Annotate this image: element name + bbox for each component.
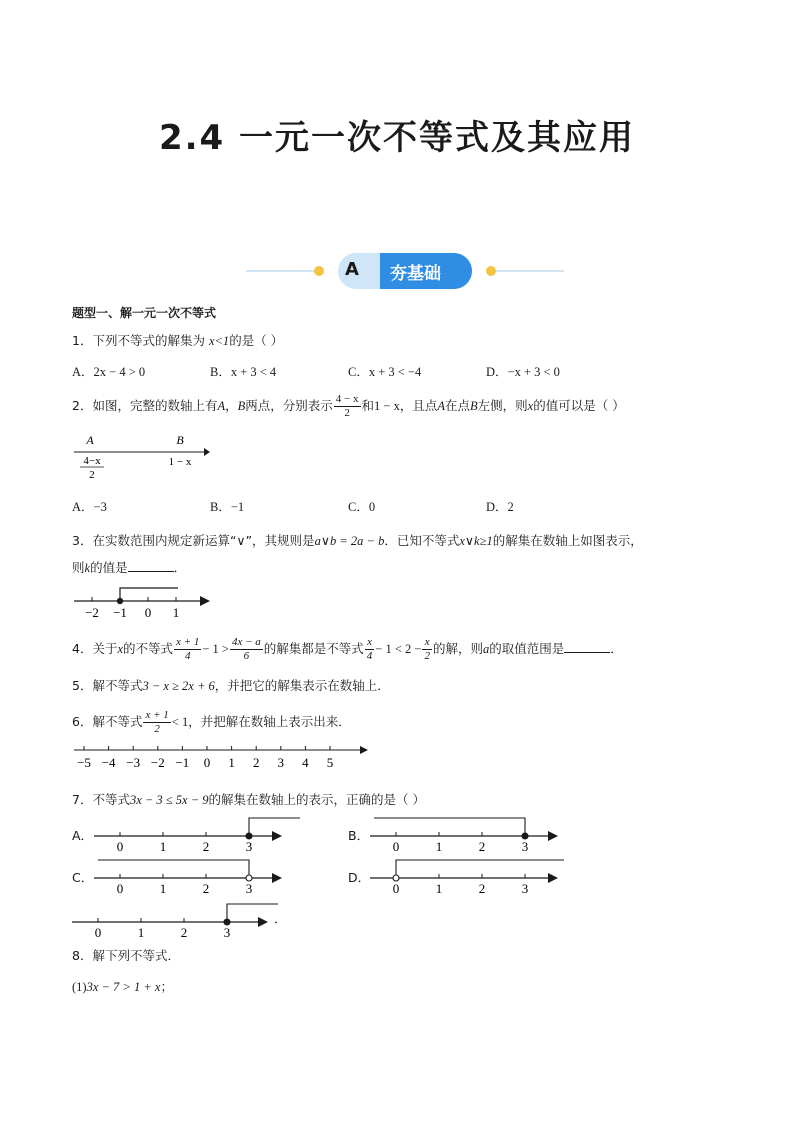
q7-tick-label: 1: [137, 925, 145, 938]
q1-option-b[interactable]: B．x + 3 < 4: [210, 365, 277, 379]
q7-option-d-label[interactable]: D．: [348, 870, 371, 885]
solid-dot: [224, 919, 230, 925]
banner-right-dot: [486, 266, 496, 276]
q3-inequality: x∨k≥1: [459, 534, 493, 548]
q6-tick-label: −5: [77, 755, 91, 770]
q2-axis-frac-den: 2: [89, 469, 95, 481]
q7-tick-label: 2: [478, 881, 486, 894]
q1-text: 1．下列不等式的解集为: [72, 333, 205, 348]
banner-text: 夯基础: [390, 264, 441, 284]
arrow-icon: [204, 448, 210, 456]
q7-tick-label: 2: [202, 881, 210, 894]
arrow-icon: [272, 873, 282, 883]
q7-solution-bracket: [396, 860, 564, 878]
q8-stem: 8．解下列不等式．: [72, 948, 180, 963]
q7-solution-bracket: [227, 904, 278, 922]
q7-tick-label: 2: [478, 839, 486, 852]
q7-number-line-a[interactable]: [92, 812, 304, 852]
q2-option-b[interactable]: B．−1: [210, 500, 245, 514]
q5-stem: 5．解不等式3 − x ≥ 2x + 6，并把它的解集表示在数轴上．: [72, 678, 390, 693]
q8-part1: (1)3x − 7 > 1 + x；: [72, 980, 173, 994]
q6-tick-label: 5: [326, 755, 334, 770]
arrow-icon: [548, 873, 558, 883]
q2-axis-label-a: A: [86, 433, 94, 447]
section-heading: 题型一、解一元一次不等式: [72, 306, 217, 320]
q6-tick-label: −2: [150, 755, 165, 770]
q3-solution-bracket: [120, 588, 178, 601]
q6-tick-label: 2: [252, 755, 260, 770]
q3-tick-label: −1: [113, 605, 127, 620]
q7-stem: 7．不等式3x − 3 ≤ 5x − 9的解集在数轴上的表示，正确的是（ ）: [72, 792, 426, 807]
q7-tick-label: 3: [223, 925, 231, 938]
q7-tick-label: 1: [435, 881, 443, 894]
q2-option-a[interactable]: A．−3: [72, 500, 107, 514]
arrow-icon: [360, 746, 368, 754]
hollow-dot: [393, 875, 399, 881]
hollow-dot: [246, 875, 252, 881]
q1-tail: 的是（ ）: [229, 333, 284, 348]
q7-number-line-extra: [70, 898, 282, 938]
q7-tick-label: 0: [94, 925, 102, 938]
q1-condition: x<1: [208, 334, 230, 348]
q2-axis-frac-num: 4−x: [83, 455, 101, 467]
q3-tick-label: 1: [172, 605, 180, 620]
q2-point-a: A: [217, 399, 226, 413]
q7-number-line-d[interactable]: [368, 854, 568, 894]
q7-tick-label: 0: [392, 839, 400, 852]
q3-stem-line2: 则k的值是 ．: [72, 560, 187, 575]
q6-number-line: [72, 740, 372, 774]
q4-stem: 4．关于x的不等式 $\frac{x + 1}{4}$ − 1 > $\frac{4x - a}{6}$ 的解集都是不等式 $\frac{x}{4}$ − 1 < 2 − $\frac{x}{2}$ 的解，则a的取值范围是 ．: [72, 636, 623, 662]
q3-tick-label: −2: [85, 605, 99, 620]
q7-number-line-b[interactable]: [368, 812, 568, 852]
q7-tick-label: 3: [245, 881, 253, 894]
q7-tick-label: 3: [521, 839, 529, 852]
q7-tick-label: 3: [245, 839, 253, 852]
q7-tick-label: 0: [392, 881, 400, 894]
q6-tick-label: −3: [126, 755, 141, 770]
q7-solution-bracket: [98, 860, 249, 878]
q4-answer-blank[interactable]: [564, 642, 610, 653]
q7-tail: ．: [274, 911, 287, 926]
q3-number-line: [72, 584, 212, 624]
q7-tick-label: 1: [435, 839, 443, 852]
q2-option-d[interactable]: D．2: [486, 500, 514, 514]
banner-left-dot: [314, 266, 324, 276]
arrow-icon: [200, 596, 210, 606]
q6-tick-label: 1: [228, 755, 235, 770]
q2-number-line: [72, 432, 212, 482]
q2-point-b: B: [237, 399, 246, 413]
q6-tick-label: −4: [101, 755, 116, 770]
q3-solid-dot: [117, 598, 123, 604]
q3-stem-line1: 3．在实数范围内规定新运算“∨”，其规则是a∨b = 2a − b．已知不等式x∨k≥1的解集在数轴上如图表示，: [72, 533, 643, 548]
q2-axis-label-b: B: [176, 433, 184, 447]
q1-option-c[interactable]: C．x + 3 < −4: [348, 365, 422, 379]
q7-tick-label: 3: [521, 881, 529, 894]
q1-stem: [72, 331, 283, 349]
q6-tick-label: 4: [302, 755, 309, 770]
q3-tick-label: 0: [144, 605, 152, 620]
page-title: 2.4 一元一次不等式及其应用: [158, 118, 636, 158]
q7-option-a-label[interactable]: A．: [72, 828, 94, 843]
q3-answer-blank[interactable]: [128, 561, 174, 572]
q7-tick-label: 1: [159, 881, 167, 894]
q7-tick-label: 2: [180, 925, 188, 938]
q2-fraction: $\frac{4 - x}{2}$: [335, 393, 359, 419]
arrow-icon: [258, 917, 268, 927]
q1-option-a[interactable]: A．2x − 4 > 0: [72, 365, 146, 379]
q7-number-line-c[interactable]: [92, 854, 292, 894]
q2-option-c[interactable]: C．0: [348, 500, 376, 514]
q1-option-d[interactable]: D．−x + 3 < 0: [486, 365, 560, 379]
q2-stem: 2．如图，完整的数轴上有A，B两点，分别表示 $\frac{4 - x}{2}$ 和1 − x，且点A在点B左侧，则x的值可以是（ ）: [72, 393, 625, 419]
q7-tick-label: 1: [159, 839, 167, 852]
solid-dot: [522, 833, 528, 839]
q7-tick-label: 2: [202, 839, 210, 852]
solid-dot: [246, 833, 252, 839]
q6-stem: 6．解不等式 $\frac{x + 1}{2}$ < 1，并把解在数轴上表示出来．: [72, 709, 351, 735]
q6-tick-label: 0: [203, 755, 211, 770]
q2-axis-below-b: 1 − x: [168, 456, 192, 468]
arrow-icon: [548, 831, 558, 841]
q7-option-b-label[interactable]: B．: [348, 828, 370, 843]
q6-tick-label: 3: [277, 755, 285, 770]
q7-solution-bracket: [374, 818, 525, 836]
banner-letter: A: [345, 259, 359, 280]
q7-tick-label: 0: [116, 839, 124, 852]
q7-tick-label: 0: [116, 881, 124, 894]
q7-option-c-label[interactable]: C．: [72, 870, 94, 885]
q6-tick-label: −1: [175, 755, 190, 770]
q3-rule: a∨b = 2a − b: [314, 534, 385, 548]
arrow-icon: [272, 831, 282, 841]
